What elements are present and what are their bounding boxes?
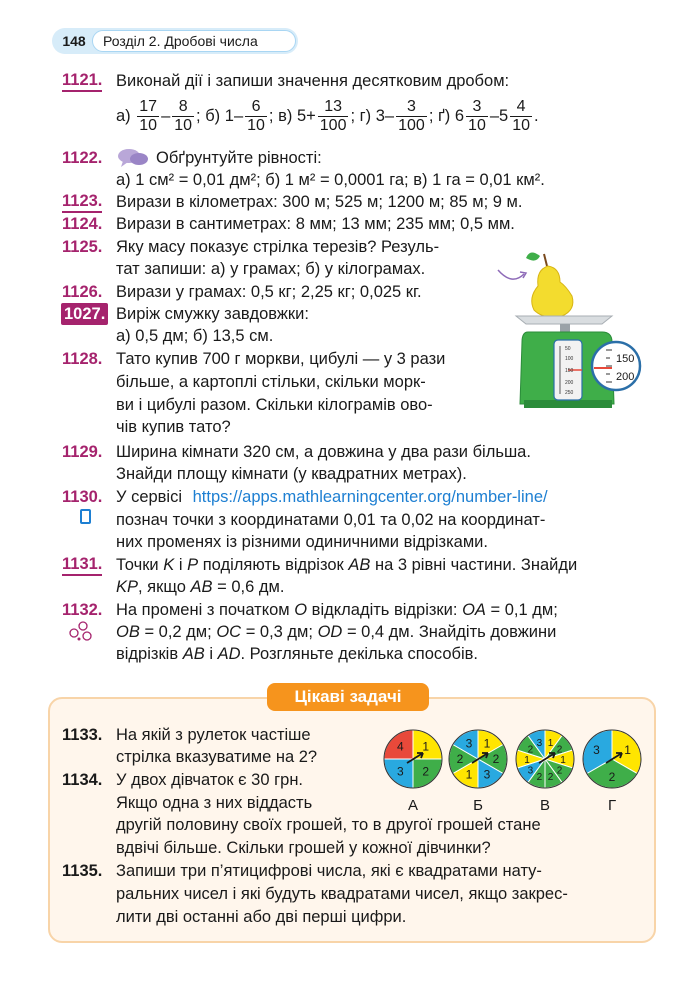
magnified-tick-label: 200 [616,371,635,383]
problem-number: 1131. [62,554,102,576]
fraction: $\frac{8}{10}$ [174,98,193,135]
problem-text: Вирази в кілометрах: 300 м; 525 м; 1200 м; 85 м; 9 м. [116,193,523,211]
wheel-label: А [407,797,419,814]
pointer-arrow [498,270,524,279]
discussion-icon [117,147,149,169]
pear-stem [544,254,547,266]
wheel-sector-label: 2 [556,744,563,756]
fraction: $\frac{4}{10}$ [512,98,530,135]
item-label: а) [116,107,131,125]
separator: ; ґ) [428,107,451,125]
problem-text: вдвічі більше. Скільки грошей у кожної дівчинки? [116,839,491,857]
wheel-sector-label: 1 [483,736,491,751]
wheel-sector-label: 2 [536,772,543,784]
problem-text: Яку масу показує стрілка терезів? Резуль- [116,238,440,256]
phone-icon [80,509,91,524]
problem-text: Вирази в сантиметрах: 8 мм; 13 мм; 235 мм; 0,5 мм. [116,215,515,233]
problem-text: Якщо одна з них віддасть [116,794,313,812]
problem-text: більше, а картоплі стільки, скільки морк- [116,373,426,391]
problem-text: них променях із різними одиничними відрізками. [116,533,488,551]
wheel-sector-label: 3 [396,764,404,779]
problem-text: другій половину своїх грошей, то в другої грошей стане [116,816,541,834]
wheel-sector-label: 3 [527,765,534,777]
problem-text: ральних чисел і які будуть квадратами чисел, якщо закрес- [116,885,568,903]
wheel-sector-label: 3 [483,767,491,782]
problem-text: познач точки з координатами 0,01 та 0,02 на координат- [116,511,546,529]
wheel-sector-label: 1 [422,739,430,754]
wheel-sector-label: 2 [527,744,534,756]
problem-number: 1129. [62,443,103,461]
wheel-sector-label: 2 [422,764,430,779]
section-title: Розділ 2. Дробові числа [92,30,296,52]
tick-label: 100 [565,356,574,362]
fraction: $\frac{13}{100}$ [319,98,347,135]
wheel-sector-label: 2 [608,769,616,784]
fraction: $\frac{6}{10}$ [247,98,265,135]
problem-number: 1125. [62,238,103,256]
problem-number: 1027. [61,303,108,325]
wheel-label: В [539,797,551,814]
roulette-wheels [382,728,650,814]
wheel-label: Б [473,797,483,814]
wheel-sector-label: 3 [465,736,473,751]
operand: 3– [375,107,395,125]
problem-number: 1130. [62,488,103,506]
wheel-sector-label: 1 [547,737,554,749]
problem-text: лити дві останні або дві перші цифри. [116,908,407,926]
problem-text: Точки K і P поділяють відрізок AB на 3 рівні частини. Знайди [116,556,578,574]
separator: ; б) [196,107,221,125]
problem-text: Ширина кімнати 320 см, а довжина у два рази більша. [116,443,531,461]
wheel-sector-label: 4 [396,739,404,754]
scale-post [560,324,570,332]
leaf-icon [526,252,540,260]
operand: 6 [454,107,465,125]
problem-text: Обґрунтуйте рівності: [156,149,322,167]
wheel-sector-label: 3 [593,743,600,758]
problem-text: ви і цибулі разом. Скільки кілограмів ово- [116,396,433,414]
fraction: $\frac{3}{100}$ [398,98,425,135]
problem-number: 1126. [62,283,103,301]
fraction-expressions [116,96,539,136]
group-work-icon [68,620,94,642]
separator: . [534,107,539,125]
problem-text: На якій з рулеток частіше [116,726,311,744]
problem-number: 1124. [62,215,103,233]
scale-illustration [490,246,650,416]
problem-number: 1135. [62,862,103,880]
problem-number: 1121. [62,70,102,92]
separator: ; в) [268,107,293,125]
tick-label: 200 [565,380,574,386]
problem-text: OB = 0,2 дм; OC = 0,3 дм; OD = 0,4 дм. Знайдіть довжини [116,623,557,641]
scale-plate [516,316,612,324]
problem-text: Виріж смужку завдовжки: [116,305,309,323]
wheel-sector-label: 1 [465,767,473,782]
wheel-sector-label: 1 [624,743,631,758]
problem-number: 1122. [62,149,103,167]
wheel-sector-label: 1 [560,755,566,766]
wheel-sector-label: 2 [456,752,464,766]
service-link[interactable]: https://apps.mathlearningcenter.org/number-line/ [192,488,548,506]
pear-icon [532,266,573,317]
magnified-tick-label: 150 [616,353,635,365]
wheel-sector-label: 1 [524,755,530,766]
problem-text: тат запиши: а) у грамах; б) у кілограмах. [116,260,426,278]
wheel-label: Г [607,797,617,814]
problem-text: відрізків AB і AD. Розгляньте декілька способів. [116,645,478,663]
wheel-sector-label: 3 [536,737,543,749]
problem-text [116,486,548,508]
operator: – [161,107,171,125]
page-header [52,28,298,54]
wheel-sector-label: 2 [556,765,563,777]
problem-text: Знайди площу кімнати (у квадратних метрах). [116,465,467,483]
problem-number: 1123. [62,191,102,213]
problem-text: Вирази у грамах: 0,5 кг; 2,25 кг; 0,025 кг. [116,283,422,301]
problem-text: а) 1 см² = 0,01 дм²; б) 1 м² = 0,0001 га; в) 1 га = 0,01 км². [116,171,545,189]
problem-text: Запиши три п’ятицифрові числа, які є квадратами нату- [116,862,542,880]
problem-text: стрілка вказуватиме на 2? [116,748,318,766]
tick-label: 150 [565,368,574,374]
operator: –5 [489,107,509,125]
interesting-problems-title: Цікаві задачі [267,683,429,711]
page-number: 148 [62,33,86,49]
problem-text: чів купив тато? [116,418,231,436]
problem-number: 1134. [62,771,103,789]
problem-text: У двох дівчаток є 30 грн. [116,771,304,789]
scale-base [524,400,612,408]
problem-text: Виконай дії і запиши значення десятковим дробом: [116,72,510,90]
problem-text: Тато купив 700 г моркви, цибулі — у 3 рази [116,350,446,368]
wheel-sector-label: 2 [547,772,554,784]
tick-label: 250 [565,390,574,396]
problem-number: 1128. [62,350,103,368]
fraction: $\frac{3}{10}$ [468,98,486,135]
problem-number: 1133. [62,726,103,744]
problem-number: 1132. [62,601,103,619]
tick-label: 50 [565,346,571,352]
separator: ; г) [350,107,372,125]
text-fragment: У сервісі [116,488,183,506]
wheel-sector-label: 2 [492,752,500,766]
problem-text: На промені з початком O відкладіть відрізки: OA = 0,1 дм; [116,601,558,619]
operand: 5+ [296,107,316,125]
operand: 1– [224,107,244,125]
problem-text: а) 0,5 дм; б) 13,5 см. [116,327,274,345]
fraction: $\frac{17}{10}$ [139,98,158,135]
problem-text: KP, якщо AB = 0,6 дм. [116,578,285,596]
